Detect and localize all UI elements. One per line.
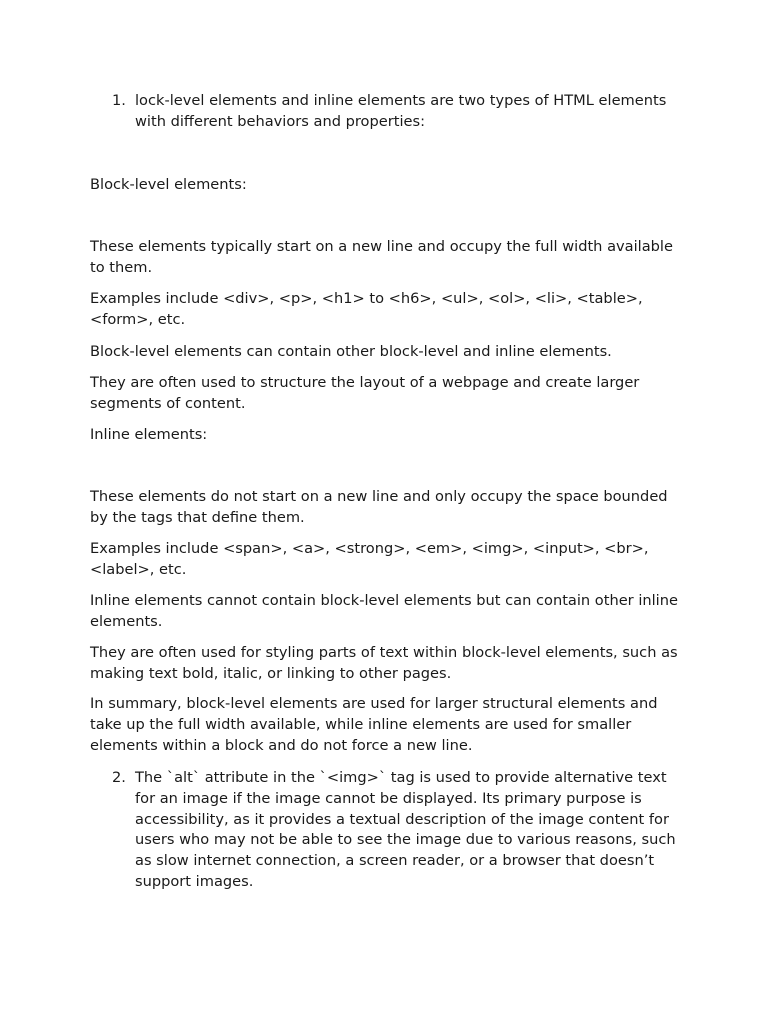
list-number: 2. — [112, 769, 126, 786]
summary-paragraph: In summary, block-level elements are used for larger structural elements and take up the full width available, while inline elements are used for smaller elements within a block and do not force a new line. — [90, 695, 658, 754]
paragraph: Examples include <span>, <a>, <strong>, <em>, <img>, <input>, <br>, <label>, etc. — [90, 540, 649, 578]
paragraph: Block-level elements can contain other block-level and inline elements. — [90, 343, 612, 360]
paragraph: Inline elements cannot contain block-level elements but can contain other inline elements. — [90, 592, 678, 630]
list-item-1 — [112, 91, 682, 133]
list-number: 1. — [112, 92, 126, 109]
list-item-2 — [112, 768, 682, 893]
block-level-heading: Block-level elements: — [90, 176, 247, 193]
list-item-text: The `alt` attribute in the `<img>` tag is used to provide alternative text for an image if the image cannot be displayed. Its primary purpose is accessibility, as it provides a textual description of the image content for users who may not be able to see the image due to various reasons, such as slow internet connection, a screen reader, or a browser that doesn’t support images. — [135, 769, 676, 890]
paragraph: They are often used to structure the layout of a webpage and create larger segments of content. — [90, 374, 640, 412]
list-item-text: lock-level elements and inline elements are two types of HTML elements with different behaviors and properties: — [135, 92, 667, 130]
paragraph: They are often used for styling parts of text within block-level elements, such as making text bold, italic, or linking to other pages. — [90, 644, 678, 682]
paragraph: Examples include <div>, <p>, <h1> to <h6>, <ul>, <ol>, <li>, <table>, <form>, etc. — [90, 290, 643, 328]
paragraph: These elements typically start on a new line and occupy the full width available to them. — [90, 238, 673, 276]
inline-heading: Inline elements: — [90, 426, 208, 443]
paragraph: These elements do not start on a new line and only occupy the space bounded by the tags that define them. — [90, 488, 668, 526]
